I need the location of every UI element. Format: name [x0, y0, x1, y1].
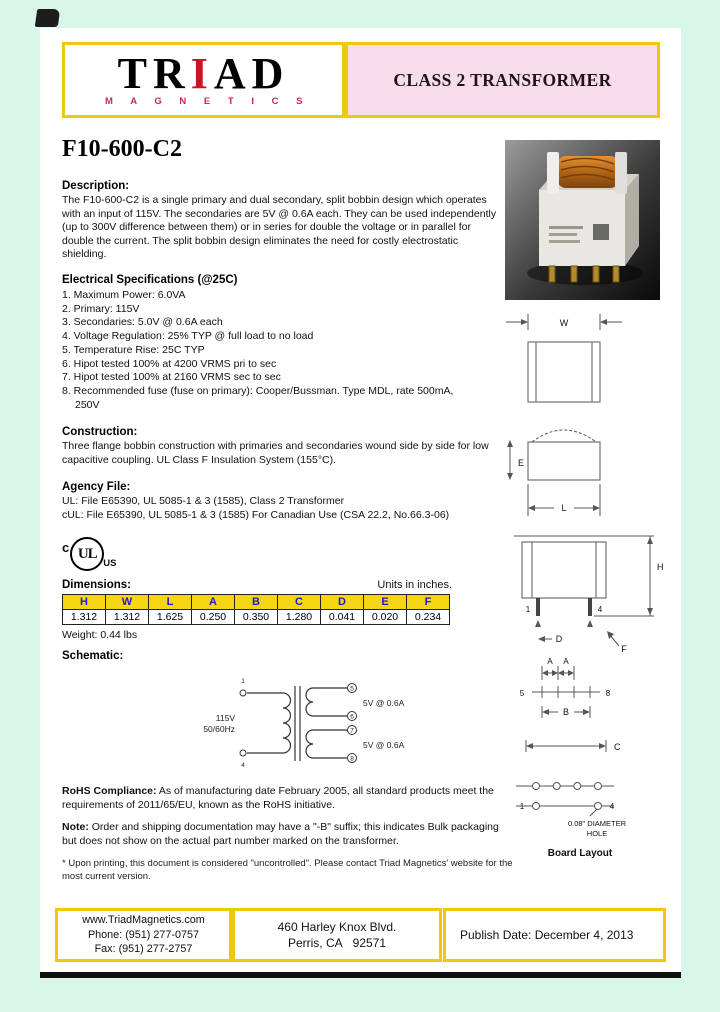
construction-body: Three flange bobbin construction with primaries and secondaries wound side by side for low capacitive coupling. UL Class F Insulation System (155°C).	[62, 440, 489, 466]
dim-val-a: 0.250	[192, 610, 235, 625]
datasheet-page	[40, 28, 681, 978]
hole-diameter-note-line2: HOLE	[586, 829, 608, 838]
agency-file-heading: Agency File:	[62, 481, 131, 493]
schematic-pin1-label: 1	[241, 678, 245, 685]
page-bottom-rule	[40, 972, 681, 978]
cul-us-logo	[62, 533, 117, 575]
side-view-outline	[522, 542, 606, 598]
spec-item-voltage-regulation: 4. Voltage Regulation: 25% TYP @ full load to no load	[62, 330, 314, 343]
dim-val-b: 0.350	[235, 610, 278, 625]
side-view-pin-right	[588, 598, 592, 616]
pin	[613, 266, 619, 282]
logo-letters-tr: TR	[117, 49, 191, 98]
agency-ul-line: UL: File E65390, UL 5085-1 & 3 (1585), Class 2 Transformer	[62, 495, 345, 507]
label-print-line	[549, 226, 583, 229]
description-body: The F10-600-C2 is a single primary and dual secondary, split bobbin design which operates with an input of 115V. The secondaries are 5V @ 0.6A each. They can be used independently (up to 300V difference between them) or in series for double the voltage or in parallel for double the current. The split bobbin design eliminates the need for costly electrostatic shielding.	[62, 194, 497, 261]
agency-cul-line: cUL: File E65390, UL 5085-1 & 3 (1585) For Canadian Use (CSA 22.2, No.66.3-06)	[62, 509, 450, 521]
board-hole	[595, 783, 602, 790]
board-hole	[574, 783, 581, 790]
dimensions-header-row	[63, 595, 450, 610]
dim-val-l: 1.625	[149, 610, 192, 625]
footer-contact-box	[55, 908, 232, 962]
dim-col-c: C	[278, 595, 321, 610]
weight-note: Weight: 0.44 lbs	[62, 629, 138, 641]
footer-fax: Fax: (951) 277-2757	[94, 943, 193, 956]
dim-label-w: W	[559, 318, 569, 328]
pin4-callout: 4	[597, 605, 603, 614]
dim-label-b: B	[562, 707, 570, 717]
dim-col-e: E	[364, 595, 407, 610]
label-print-line	[549, 240, 580, 243]
footer-publish-date: Publish Date: December 4, 2013	[460, 928, 634, 942]
rohs-compliance-note	[62, 785, 510, 812]
footer-website: www.TriadMagnetics.com	[82, 914, 205, 927]
packaging-note	[62, 821, 514, 848]
logo-subtitle-magnetics: M A G N E T I C S	[105, 96, 310, 107]
pin8-callout: 8	[605, 689, 611, 698]
ul-mark-circle	[70, 537, 104, 571]
dimensions-heading: Dimensions:	[62, 579, 132, 591]
spec-item-secondaries: 3. Secondaries: 5.0V @ 0.6A each	[62, 316, 223, 329]
schematic-secondary2-rating: 5V @ 0.6A	[363, 740, 405, 750]
electrical-specs-list	[62, 289, 502, 412]
ul-mark-us: US	[103, 557, 117, 569]
ul-mark-c: c	[62, 539, 70, 555]
rohs-text: As of manufacturing date February 2005, all standard products meet the requirements of 2011/65/EU, known as the RoHS initiative.	[62, 785, 494, 811]
part-number-title: F10-600-C2	[62, 136, 182, 162]
dim-val-e: 0.020	[364, 610, 407, 625]
description-heading: Description:	[62, 180, 130, 192]
schematic-primary-frequency: 50/60Hz	[203, 724, 235, 734]
front-view-outline	[528, 442, 600, 480]
uncontrolled-footnote: * Upon printing, this document is considered "uncontrolled". Please contact Triad Magnetics' website for the most current version.	[62, 858, 513, 882]
dim-col-a: A	[192, 595, 235, 610]
bobbin-flange-right	[615, 152, 627, 194]
dim-val-h: 1.312	[63, 610, 106, 625]
board-hole	[533, 803, 540, 810]
dim-val-d: 0.041	[321, 610, 364, 625]
dimensions-table	[62, 594, 450, 625]
primary-terminal-4	[240, 750, 246, 756]
doc-title-box	[345, 42, 660, 118]
spec-item-fuse: 8. Recommended fuse (fuse on primary): Cooper/Bussman. Type MDL, rate 500mA, 250V	[62, 384, 454, 411]
board-hole4-label: 4	[609, 802, 615, 811]
dim-col-h: H	[63, 595, 106, 610]
pin5-callout: 5	[519, 689, 525, 698]
footer-address-street: 460 Harley Knox Blvd.	[277, 919, 397, 934]
schematic-diagram	[185, 668, 425, 790]
dim-val-f: 0.234	[407, 610, 450, 625]
pin1-callout: 1	[525, 605, 531, 614]
electrical-specs-heading: Electrical Specifications (@25C)	[62, 274, 238, 286]
doc-title: CLASS 2 TRANSFORMER	[393, 69, 612, 90]
dim-col-b: B	[235, 595, 278, 610]
footer-address-box	[232, 908, 442, 962]
dim-label-d: D	[555, 634, 563, 644]
label-print-line	[549, 233, 577, 236]
spec-item-max-power: 1. Maximum Power: 6.0VA	[62, 289, 186, 301]
dim-label-e: E	[518, 458, 525, 468]
schematic-pin6-label: 6	[350, 713, 354, 721]
footer-phone: Phone: (951) 277-0757	[87, 928, 200, 941]
note-text: Order and shipping documentation may have a "-B" suffix; this indicates Bulk packaging but does not show on the actual part number marked on the transformer.	[62, 821, 499, 847]
pin	[571, 266, 577, 282]
product-photo	[505, 140, 660, 300]
units-note: Units in inches.	[377, 579, 452, 591]
schematic-primary-voltage: 115V	[215, 713, 235, 723]
label-print-mark	[593, 224, 609, 240]
dimensions-value-row	[63, 610, 450, 625]
schematic-pin7-label: 7	[350, 727, 354, 735]
construction-heading: Construction:	[62, 426, 138, 438]
top-view-outline	[528, 342, 600, 402]
dim-col-d: D	[321, 595, 364, 610]
dim-val-c: 1.280	[278, 610, 321, 625]
side-view-pin-left	[536, 598, 540, 616]
dim-label-f: F	[621, 644, 627, 654]
schematic-heading: Schematic:	[62, 650, 124, 662]
pin	[549, 266, 555, 282]
footer-address-city: Perris, CA 92571	[287, 936, 387, 950]
logo-letters-ad: AD	[213, 49, 290, 98]
rohs-label: RoHS Compliance:	[62, 785, 157, 797]
board-hole	[533, 783, 540, 790]
board-hole	[595, 803, 602, 810]
board-hole1-label: 1	[519, 802, 525, 811]
footer-publish-box	[443, 908, 666, 962]
spec-item-hipot-sec-sec: 7. Hipot tested 100% at 2160 VRMS sec to sec	[62, 371, 281, 384]
dim-label-h: H	[657, 562, 664, 572]
spec-item-hipot-pri-sec: 6. Hipot tested 100% at 4200 VRMS pri to sec	[62, 357, 277, 370]
schematic-pin5-label: 5	[350, 685, 354, 693]
board-hole	[553, 783, 560, 790]
dim-val-w: 1.312	[106, 610, 149, 625]
note-label: Note:	[62, 821, 89, 833]
schematic-secondary1-rating: 5V @ 0.6A	[363, 698, 405, 708]
schematic-wires	[247, 686, 347, 761]
primary-terminal-1	[240, 690, 246, 696]
pin	[593, 266, 599, 282]
spec-item-temperature-rise: 5. Temperature Rise: 25C TYP	[62, 343, 205, 356]
board-layout-caption: Board Layout	[547, 848, 613, 859]
scan-artifact	[35, 9, 61, 27]
dim-col-w: W	[106, 595, 149, 610]
ul-mark-ul: UL	[77, 545, 97, 562]
dim-label-a2: A	[563, 657, 569, 666]
front-view-coil-arc	[532, 430, 596, 442]
dim-label-a1: A	[547, 657, 553, 666]
dim-col-f: F	[407, 595, 450, 610]
triad-logo	[62, 42, 345, 118]
schematic-pin4-label: 4	[241, 762, 245, 769]
logo-letter-i: I	[190, 49, 214, 98]
triad-logo-wordmark	[117, 49, 290, 98]
dim-label-c: C	[614, 742, 621, 752]
dim-label-l: L	[561, 503, 567, 513]
schematic-pin8-label: 8	[350, 755, 354, 763]
mechanical-drawings	[502, 308, 678, 868]
bobbin-flange-left	[547, 152, 559, 194]
spec-item-primary: 2. Primary: 115V	[62, 302, 140, 315]
hole-diameter-note-line1: 0.08" DIAMETER	[567, 819, 627, 828]
dim-col-l: L	[149, 595, 192, 610]
